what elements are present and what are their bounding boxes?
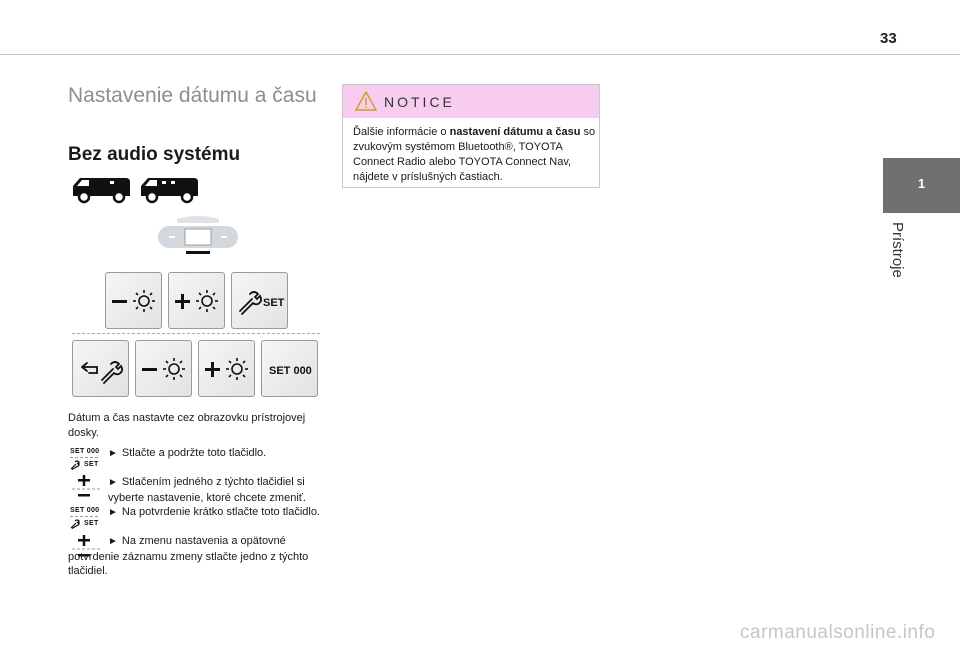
mini-divider-2 — [70, 516, 98, 517]
wrench-set-button[interactable] — [231, 272, 288, 329]
mini-set-label: SET — [84, 461, 99, 468]
notice-text — [353, 125, 597, 185]
button-row-divider — [72, 333, 320, 334]
step-marker: ► — [108, 477, 118, 488]
step-4 — [68, 534, 330, 579]
notice-box — [342, 84, 600, 188]
intro-text: Dátum a čas nastavte cez obrazovku prístrojovej dosky. — [68, 412, 306, 439]
notice-text-start: Ďalšie informácie o — [353, 126, 450, 138]
warning-triangle-icon — [355, 91, 377, 111]
mini-plus-minus-icon — [72, 475, 100, 501]
step-3-text: Na potvrdenie krátko stlačte toto tlačidlo. — [121, 506, 321, 518]
watermark: carmanualsonline.info — [740, 622, 936, 643]
brightness-minus-button-2[interactable] — [135, 340, 192, 397]
step-2 — [108, 475, 338, 505]
step-1 — [108, 446, 338, 462]
set-label: SET — [263, 297, 285, 309]
notice-header — [343, 85, 599, 118]
set-000-label: SET 000 — [269, 365, 312, 377]
return-wrench-button[interactable] — [72, 340, 129, 397]
step-marker: ► — [108, 507, 118, 518]
mini-set-label-2: SET — [84, 520, 99, 527]
set-000-button[interactable] — [261, 340, 318, 397]
chapter-number: 1 — [917, 176, 926, 191]
mini-wrench-icon — [70, 460, 80, 470]
section-title: Nastavenie dátumu a času — [68, 84, 317, 107]
mini-wrench-icon-2 — [70, 519, 80, 529]
step-4-text: Na zmenu nastavenia a opätovné potvrdenie záznamu zmeny stlačte jedno z týchto tlačidiel. — [68, 535, 309, 577]
brightness-plus-button[interactable] — [168, 272, 225, 329]
chapter-title: Prístroje — [889, 222, 906, 278]
step-1-text: Stlačte a podržte toto tlačidlo. — [121, 447, 267, 459]
chapter-tab[interactable] — [883, 158, 960, 213]
step-3 — [108, 505, 338, 521]
mini-divider — [70, 457, 98, 458]
section-subtitle: Bez audio systému — [68, 144, 241, 165]
step-marker: ► — [108, 448, 118, 459]
step-2-text: Stlačením jedného z týchto tlačidiel si vyberte nastavenie, ktoré chcete zmeniť. — [108, 476, 306, 504]
brightness-minus-button[interactable] — [105, 272, 162, 329]
mini-set000-label: SET 000 — [70, 448, 100, 455]
page-number: 33 — [880, 30, 897, 47]
notice-text-bold: nastavení dátumu a času — [449, 126, 581, 138]
step-marker: ► — [108, 536, 118, 547]
brightness-plus-button-2[interactable] — [198, 340, 255, 397]
van-short-icon — [70, 172, 132, 204]
notice-text-end: so zvukovým systémom Bluetooth®, TOYOTA Connect Radio alebo TOYOTA Connect Nav, nájdete v príslušných častiach. — [353, 126, 596, 183]
header-rule — [0, 54, 960, 55]
mini-set000-label-2: SET 000 — [70, 507, 100, 514]
instrument-cluster-icon — [155, 213, 241, 257]
van-long-icon — [138, 172, 200, 204]
notice-title: NOTICE — [384, 94, 455, 110]
